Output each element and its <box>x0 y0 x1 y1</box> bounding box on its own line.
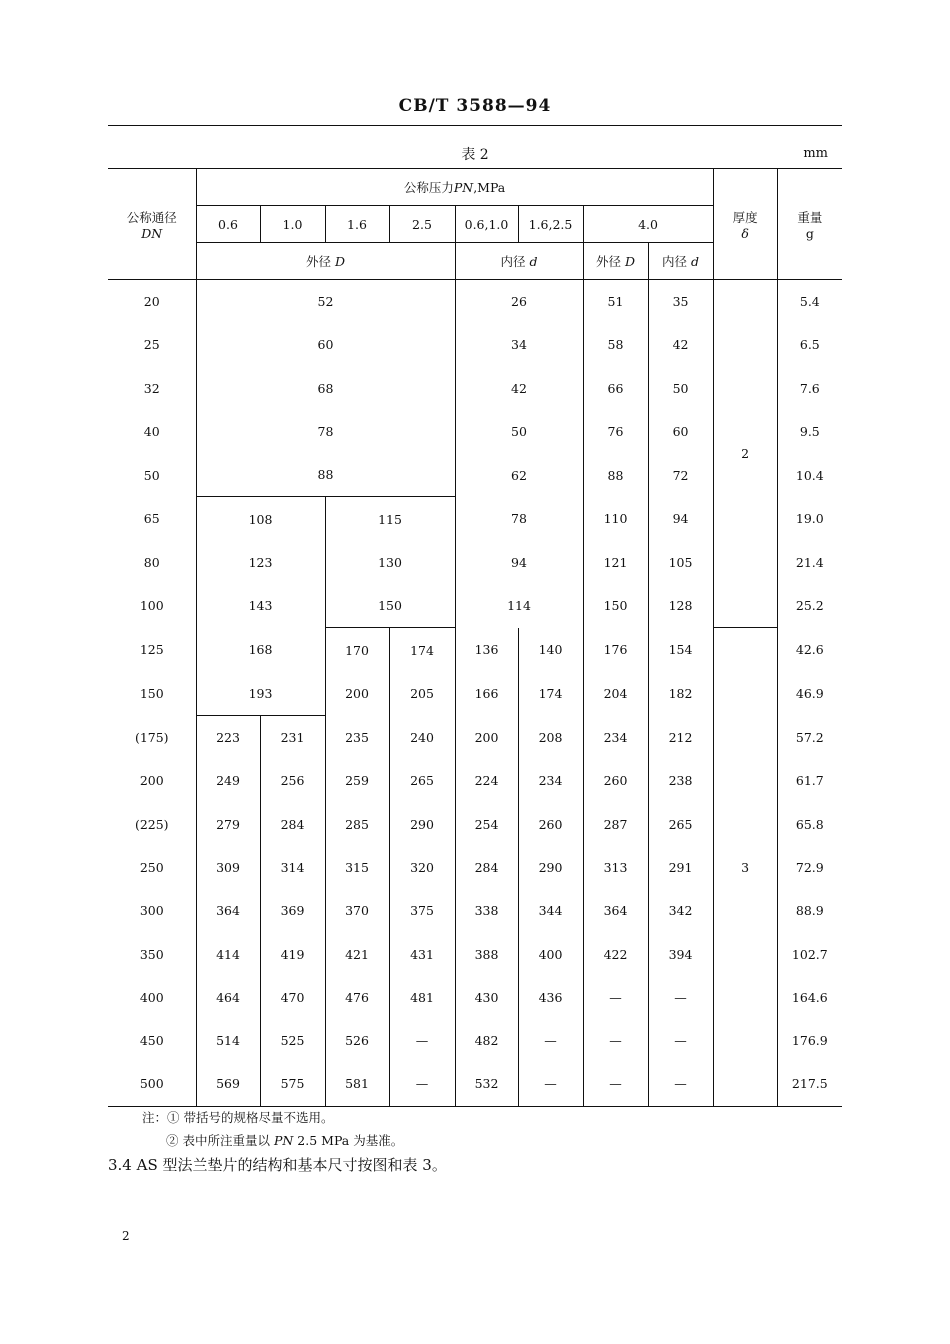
table-cell: 42 <box>648 323 713 366</box>
table-row <box>108 280 842 324</box>
table-cell: 121 <box>583 541 648 584</box>
table-cell: 370 <box>325 889 389 932</box>
pn-0.6: 0.6 <box>196 206 260 243</box>
table-cell: 500 <box>108 1062 196 1106</box>
table-cell: 105 <box>648 541 713 584</box>
table-cell: 414 <box>196 932 260 975</box>
table-cell: 80 <box>108 541 196 584</box>
table-cell: 72 <box>648 453 713 497</box>
table-cell: 154 <box>648 628 713 672</box>
table-cell: 61.7 <box>795 773 824 789</box>
table-cell: 46.9 <box>795 686 824 702</box>
table-cell: 400 <box>108 976 196 1019</box>
table-cell: 342 <box>648 889 713 932</box>
table-cell: 108 <box>196 497 325 541</box>
table-cell: 10.4 <box>795 467 824 483</box>
pn-4.0: 4.0 <box>583 206 713 243</box>
table-cell: 164.6 <box>791 989 828 1005</box>
table-cell: 76 <box>583 410 648 453</box>
table-cell: 430 <box>455 976 518 1019</box>
table-cell: 526 <box>325 1019 389 1062</box>
table-cell: 470 <box>260 976 325 1019</box>
table-cell: 231 <box>260 715 325 759</box>
table-cell: 72.9 <box>795 860 824 875</box>
table-cell: 6.5 <box>799 337 820 353</box>
table-cell: 250 <box>108 846 196 889</box>
table-cell: 170 <box>325 628 389 672</box>
table-cell: 35 <box>648 280 713 324</box>
weight-header: 重量 g <box>777 169 842 280</box>
table-cell: 166 <box>455 672 518 716</box>
table-cell: 174 <box>389 628 455 672</box>
table-cell: 235 <box>325 715 389 759</box>
table-cell: 514 <box>196 1019 260 1062</box>
table-cell: 5.4 <box>799 294 820 310</box>
table-cell: 482 <box>455 1019 518 1062</box>
table-cell: 51 <box>583 280 648 324</box>
table-cell: 150 <box>583 584 648 628</box>
pn-header: 公称压力PN,MPa <box>196 169 713 206</box>
table-cell: 123 <box>196 541 325 584</box>
table-cell: 285 <box>325 803 389 846</box>
table-cell: 287 <box>583 803 648 846</box>
table-cell: 32 <box>108 367 196 410</box>
table-cell: 314 <box>260 846 325 889</box>
table-cell: 94 <box>648 497 713 541</box>
table-cell: 176 <box>583 628 648 672</box>
page-number: 2 <box>122 1229 130 1243</box>
table-cell: 60 <box>196 323 455 366</box>
header-rule <box>108 125 842 126</box>
table-cell: 128 <box>648 584 713 628</box>
outer-diameter-header: 外径 D <box>196 243 455 280</box>
table-cell: 260 <box>583 759 648 802</box>
table-cell: — <box>583 976 648 1019</box>
inner-diameter-40-header: 内径 d <box>648 243 713 280</box>
table-cell: 88 <box>583 453 648 497</box>
table-cell: 234 <box>518 759 583 802</box>
table-cell: 291 <box>648 846 713 889</box>
table-cell: 575 <box>260 1062 325 1106</box>
table-cell: 436 <box>518 976 583 1019</box>
table-cell: 284 <box>260 803 325 846</box>
table-cell: 204 <box>583 672 648 716</box>
table-cell: 115 <box>325 497 455 541</box>
table-cell: 284 <box>455 846 518 889</box>
table-cell: 58 <box>583 323 648 366</box>
table-cell: 65.8 <box>795 816 824 832</box>
table-cell: 205 <box>389 672 455 716</box>
table-cell: — <box>389 1062 455 1106</box>
table-cell: 212 <box>648 715 713 759</box>
table-cell: 88 <box>196 453 455 497</box>
table-cell: 42.6 <box>795 642 824 658</box>
table-cell: 419 <box>260 932 325 975</box>
table-cell: 193 <box>196 672 325 716</box>
note-1: 注：① 带括号的规格尽量不选用。 <box>142 1110 334 1125</box>
thickness-3: 3 <box>713 628 777 1106</box>
table-cell: 260 <box>518 803 583 846</box>
table-cell: 42 <box>455 367 583 410</box>
table-cell: — <box>583 1019 648 1062</box>
dn-header: 公称通径 DN <box>108 169 196 280</box>
table-cell: 114 <box>455 584 583 628</box>
table-cell: 50 <box>455 410 583 453</box>
table-cell: 375 <box>389 889 455 932</box>
table-cell: 431 <box>389 932 455 975</box>
document-code: CB/T 3588—94 <box>398 96 552 116</box>
table-cell: 350 <box>108 932 196 975</box>
table-cell: 223 <box>196 715 260 759</box>
table-cell: 388 <box>455 932 518 975</box>
pn-1.0: 1.0 <box>260 206 325 243</box>
table-cell: 136 <box>455 628 518 672</box>
table-cell: 369 <box>260 889 325 932</box>
table-cell: 259 <box>325 759 389 802</box>
table-cell: 143 <box>196 584 325 628</box>
pn-0.6-1.0: 0.6,1.0 <box>455 206 518 243</box>
table-cell: 130 <box>325 541 455 584</box>
table-cell: 25.2 <box>795 598 824 614</box>
table-cell: 68 <box>196 367 455 410</box>
table-cell: 78 <box>196 410 455 453</box>
table-cell: 168 <box>196 628 325 672</box>
table-cell: 525 <box>260 1019 325 1062</box>
table-cell: 290 <box>518 846 583 889</box>
inner-diameter-header: 内径 d <box>455 243 583 280</box>
outer-diameter-40-header: 外径 D <box>583 243 648 280</box>
table-cell: 421 <box>325 932 389 975</box>
table-cell: 290 <box>389 803 455 846</box>
table-cell: 234 <box>583 715 648 759</box>
pn-1.6: 1.6 <box>325 206 389 243</box>
table-row <box>108 628 842 672</box>
table-cell: (225) <box>108 803 196 846</box>
table-cell: 200 <box>108 759 196 802</box>
table-cell: 476 <box>325 976 389 1019</box>
table-cell: 7.6 <box>799 380 820 396</box>
table-cell: 338 <box>455 889 518 932</box>
table-cell: — <box>648 1019 713 1062</box>
table-cell: 450 <box>108 1019 196 1062</box>
table-cell: 60 <box>648 410 713 453</box>
table-cell: 238 <box>648 759 713 802</box>
table-cell: 57.2 <box>795 729 824 745</box>
table-cell: — <box>648 1062 713 1106</box>
table-cell: 394 <box>648 932 713 975</box>
table-cell: 174 <box>518 672 583 716</box>
table-cell: 309 <box>196 846 260 889</box>
table-cell: 34 <box>455 323 583 366</box>
table-cell: 400 <box>518 932 583 975</box>
table-cell: 240 <box>389 715 455 759</box>
table-cell: — <box>518 1019 583 1062</box>
table-cell: 176.9 <box>791 1033 828 1049</box>
table-cell: 256 <box>260 759 325 802</box>
table-cell: 21.4 <box>795 554 824 570</box>
table-cell: 20 <box>108 280 196 324</box>
table-cell: 52 <box>196 280 455 324</box>
table-cell: 150 <box>325 584 455 628</box>
table-cell: 569 <box>196 1062 260 1106</box>
table-cell: 320 <box>389 846 455 889</box>
table-cell: 100 <box>108 584 196 628</box>
clause-3-4: 3.4 AS 型法兰垫片的结构和基本尺寸按图和表 3。 <box>108 1156 447 1174</box>
table-cell: 78 <box>455 497 583 541</box>
table-cell: 65 <box>108 497 196 541</box>
table-cell: 66 <box>583 367 648 410</box>
table-cell: 364 <box>583 889 648 932</box>
table-cell: 50 <box>648 367 713 410</box>
note-2: ② 表中所注重量以 PN 2.5 MPa 为基准。 <box>166 1133 404 1148</box>
table-cell: 62 <box>455 453 583 497</box>
table-cell: 25 <box>108 323 196 366</box>
table-cell: 208 <box>518 715 583 759</box>
table-cell: 249 <box>196 759 260 802</box>
table-cell: 581 <box>325 1062 389 1106</box>
table-cell: 364 <box>196 889 260 932</box>
table-cell: 150 <box>108 672 196 716</box>
thickness-2: 2 <box>713 280 777 628</box>
table-cell: 200 <box>325 672 389 716</box>
table-cell: 88.9 <box>795 903 824 919</box>
dimension-table <box>108 168 842 1107</box>
table-cell: 265 <box>389 759 455 802</box>
table-cell: 313 <box>583 846 648 889</box>
table-caption: 表 2 <box>461 147 489 163</box>
table-cell: — <box>583 1062 648 1106</box>
table-cell: — <box>648 976 713 1019</box>
table-cell: 19.0 <box>795 511 824 527</box>
table-cell: 254 <box>455 803 518 846</box>
table-cell: 464 <box>196 976 260 1019</box>
table-unit: mm <box>803 146 828 161</box>
table-cell: 224 <box>455 759 518 802</box>
table-cell: 481 <box>389 976 455 1019</box>
table-cell: 217.5 <box>777 1062 842 1106</box>
table-cell: 279 <box>196 803 260 846</box>
table-cell: — <box>518 1062 583 1106</box>
table-cell: (175) <box>108 715 196 759</box>
table-cell: 422 <box>583 932 648 975</box>
table-cell: 9.5 <box>799 424 820 440</box>
table-cell: 140 <box>518 628 583 672</box>
table-cell: — <box>389 1019 455 1062</box>
thickness-header: 厚度 δ <box>713 169 777 280</box>
table-cell: 265 <box>648 803 713 846</box>
table-cell: 94 <box>455 541 583 584</box>
table-cell: 182 <box>648 672 713 716</box>
table-cell: 40 <box>108 410 196 453</box>
table-cell: 26 <box>455 280 583 324</box>
table-cell: 300 <box>108 889 196 932</box>
table-cell: 315 <box>325 846 389 889</box>
pn-1.6-2.5: 1.6,2.5 <box>518 206 583 243</box>
table-cell: 532 <box>455 1062 518 1106</box>
table-cell: 110 <box>583 497 648 541</box>
table-cell: 344 <box>518 889 583 932</box>
table-cell: 125 <box>108 628 196 672</box>
table-cell: 200 <box>455 715 518 759</box>
table-cell: 102.7 <box>791 946 828 962</box>
pn-2.5: 2.5 <box>389 206 455 243</box>
table-cell: 50 <box>108 453 196 497</box>
